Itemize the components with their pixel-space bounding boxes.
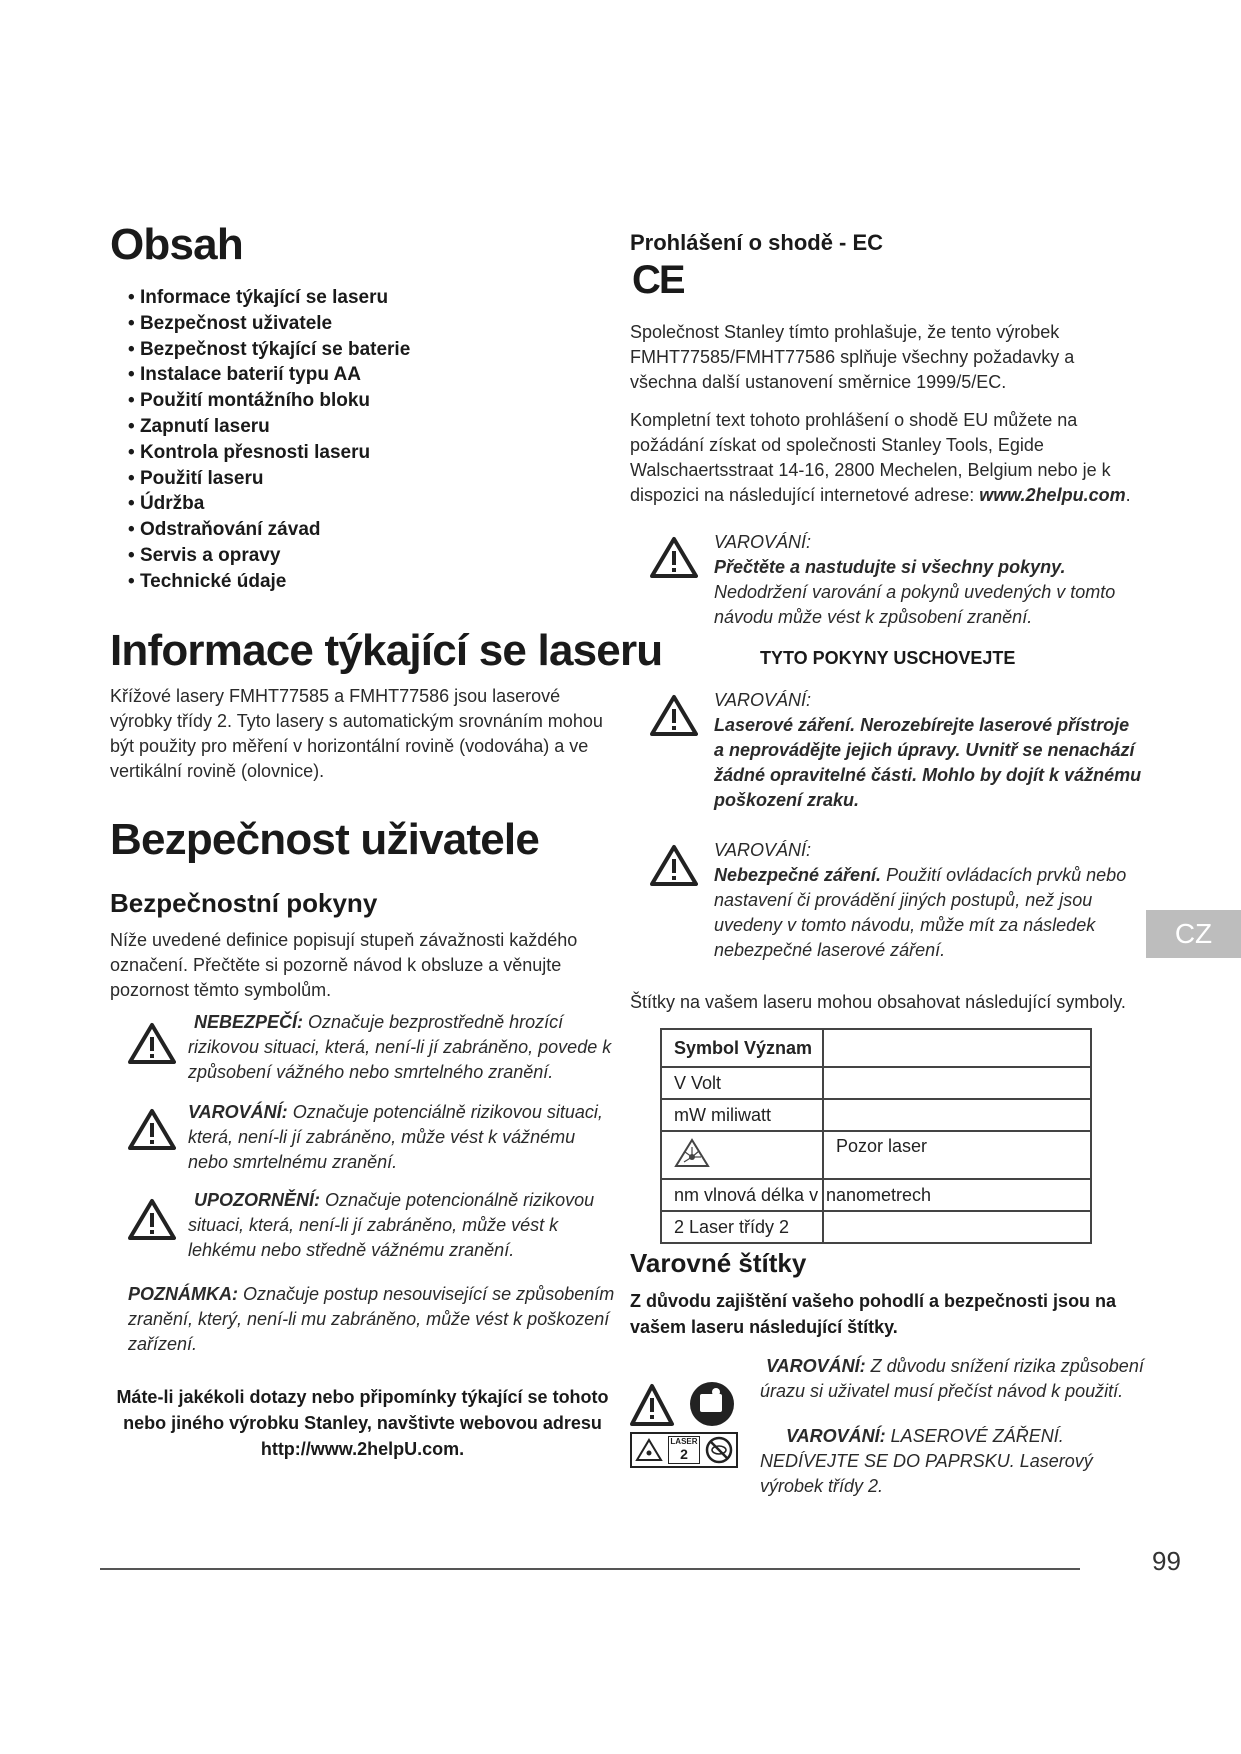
warning-description: Označuje potenciálně rizikovou situaci, která, není-li jí zabráněno, může vést k vážnému nebo smrtelnému zranění. — [188, 1102, 603, 1172]
ec-declaration-heading: Prohlášení o shodě - EC — [630, 230, 884, 255]
warning-triangle-icon — [128, 1022, 176, 1064]
warning-definition — [128, 1100, 618, 1180]
warning-triangle-icon — [128, 1198, 176, 1240]
note-definition — [128, 1282, 618, 1357]
toc-item[interactable]: • Instalace baterií typu AA — [128, 362, 410, 388]
toc-item[interactable]: • Bezpečnost uživatele — [128, 311, 410, 337]
language-tab-cz[interactable]: CZ — [1146, 910, 1241, 958]
ec-full-text: Kompletní text tohoto prohlášení o shodě EU můžete na požádání získat od společnosti Stanley Tools, Egide Walschaertsstraat 14-16, 2800 Mechelen, Belgium nebo je k dispozici na následující internetové adrese: www.2helpu.com. — [630, 410, 1131, 505]
toc-item[interactable]: • Zapnutí laseru — [128, 414, 410, 440]
toc-item[interactable]: • Kontrola přesnosti laseru — [128, 440, 410, 466]
contact-line-2: nebo jiného výrobku Stanley, navštivte webovou adresu — [123, 1413, 602, 1433]
toc-item[interactable]: • Údržba — [128, 491, 410, 517]
caution-definition — [128, 1188, 618, 1268]
website-link[interactable]: www.2helpu.com — [979, 485, 1126, 505]
table-row: V Volt — [661, 1067, 1091, 1099]
contact-block — [110, 1384, 615, 1462]
warning-triangle-icon — [128, 1108, 176, 1150]
laser-class-badge: LASER 2 — [668, 1436, 700, 1464]
table-row: 2 Laser třídy 2 — [661, 1211, 1091, 1243]
safety-instructions-subheading: Bezpečnostní pokyny — [110, 888, 378, 918]
warning-label: VAROVÁNÍ: — [714, 840, 812, 860]
danger-definition — [128, 1010, 618, 1090]
table-row: nm vlnová délka v nanometrech — [661, 1179, 1091, 1211]
footer-divider — [100, 1568, 1080, 1570]
caution-label: UPOZORNĚNÍ: — [194, 1190, 320, 1210]
toc-item[interactable]: • Použití montážního bloku — [128, 388, 410, 414]
safety-intro-text: Níže uvedené definice popisují stupeň závažnosti každého označení. Přečtěte si pozorně návod k obsluze a věnujte pozornost těmto symbolům. — [110, 930, 578, 1000]
brand-name: Stanley — [304, 1413, 367, 1433]
hazardous-radiation-warning — [650, 838, 1150, 968]
toc-item[interactable]: • Bezpečnost týkající se baterie — [128, 337, 410, 363]
toc-list — [128, 285, 410, 595]
read-instructions-warning — [650, 530, 1150, 630]
warning-triangle-icon — [650, 694, 698, 736]
toc-title: Obsah — [110, 220, 243, 269]
page-number: 99 — [1152, 1546, 1181, 1576]
warning-label: VAROVÁNÍ: — [714, 532, 812, 552]
warning-labels-heading: Varovné štítky — [630, 1248, 807, 1278]
warning-text — [188, 1100, 618, 1175]
ec-declaration-text: Společnost Stanley tímto prohlašuje, že tento výrobek FMHT77585/FMHT77586 splňuje všechny požadavky a všechna další ustanovení směrnice 1999/5/EC. — [630, 322, 1075, 392]
contact-url-link[interactable]: http://www.2helpU.com. — [260, 1439, 465, 1459]
warning-triangle-icon — [650, 844, 698, 886]
table-row: mW miliwatt — [661, 1099, 1091, 1131]
danger-label: NEBEZPEČÍ: — [194, 1012, 304, 1032]
user-safety-heading: Bezpečnost uživatele — [110, 815, 540, 864]
warning-triangle-icon — [650, 536, 698, 578]
laser-class-label — [630, 1432, 738, 1468]
warning-label: VAROVÁNÍ: — [188, 1102, 288, 1122]
no-staring-icon — [705, 1436, 733, 1464]
toc-item[interactable]: • Servis a opravy — [128, 543, 410, 569]
toc-item[interactable]: • Použití laseru — [128, 466, 410, 492]
note-label: POZNÁMKA: — [128, 1284, 238, 1304]
note-description: Označuje postup nesouvisející se způsobením zranění, který, není-li mu zabráněno, může vést k poškození zařízení. — [128, 1284, 615, 1354]
table-header-row — [661, 1029, 1091, 1067]
table-header: Symbol Význam — [661, 1029, 823, 1067]
warning-description: Nebezpečné záření. Použití ovládacích prvků nebo nastavení či provádění jiných postupů, než jsou uvedeny v tomto návodu, může mít za následek nebezpečné laserové záření. — [714, 865, 1127, 960]
danger-text — [188, 1010, 618, 1085]
laser-radiation-label-warning: VAROVÁNÍ: LASEROVÉ ZÁŘENÍ. NEDÍVEJTE SE DO PAPRSKU. Laserový výrobek třídy 2. — [760, 1426, 1093, 1496]
danger-description: Označuje bezprostředně hrozící rizikovou situaci, která, není-li jí zabráněno, povede k způsobení vážného nebo smrtelného zranění. — [188, 1012, 612, 1082]
table-row: Pozor laser — [661, 1131, 1091, 1179]
warning-description: Nedodržení varování a pokynů uvedených v tomto návodu může vést k způsobení zranění. — [714, 582, 1116, 627]
warning-labels-intro: Z důvodu zajištění vašeho pohodlí a bezpečnosti jsou na vašem laseru následující štítky. — [630, 1291, 1117, 1337]
warning-label: VAROVÁNÍ: — [714, 690, 812, 710]
laser-info-text: Křížové lasery FMHT77585 a FMHT77586 jsou laserové výrobky třídy 2. Tyto lasery s automatickým srovnáním mohou být použity pro měření v horizontální rovině (vodováha) a ve vertikální rovině (olovnice). — [110, 686, 603, 781]
laser-warning-icon — [674, 1138, 710, 1168]
labels-intro-text: Štítky na vašem laseru mohou obsahovat následující symboly. — [630, 992, 1126, 1012]
caution-text — [188, 1188, 618, 1263]
toc-item[interactable]: • Odstraňování závad — [128, 517, 410, 543]
read-manual-label-icons — [630, 1380, 740, 1430]
laser-info-heading: Informace týkající se laseru — [110, 626, 663, 675]
laser-radiation-warning — [650, 688, 1150, 818]
warning-emphasis: Laserové záření. Nerozebírejte laserové přístroje a neprovádějte jejich úpravy. Uvnitř se nenachází žádné opravitelné části. Mohlo by dojít k vážnému poškození zraku. — [714, 715, 1142, 810]
toc-item[interactable]: • Technické údaje — [128, 569, 410, 595]
read-manual-warning: VAROVÁNÍ: Z důvodu snížení rizika způsobení úrazu si uživatel musí přečíst návod k použití. — [760, 1356, 1144, 1401]
caution-description: Označuje potencionálně rizikovou situaci, která, není-li jí zabráněno, může vést k lehkému nebo středně vážnému zranění. — [188, 1190, 595, 1260]
keep-instructions-notice: TYTO POKYNY USCHOVEJTE — [760, 648, 1016, 668]
ce-mark-icon: CE — [632, 258, 684, 302]
laser-warning-icon — [635, 1438, 663, 1462]
warning-emphasis: Přečtěte a nastudujte si všechny pokyny. — [714, 557, 1066, 577]
toc-item[interactable]: • Informace týkající se laseru — [128, 285, 410, 311]
contact-line-1: Máte-li jakékoli dotazy nebo připomínky týkající se tohoto — [116, 1387, 609, 1407]
symbols-table — [660, 1028, 1092, 1244]
